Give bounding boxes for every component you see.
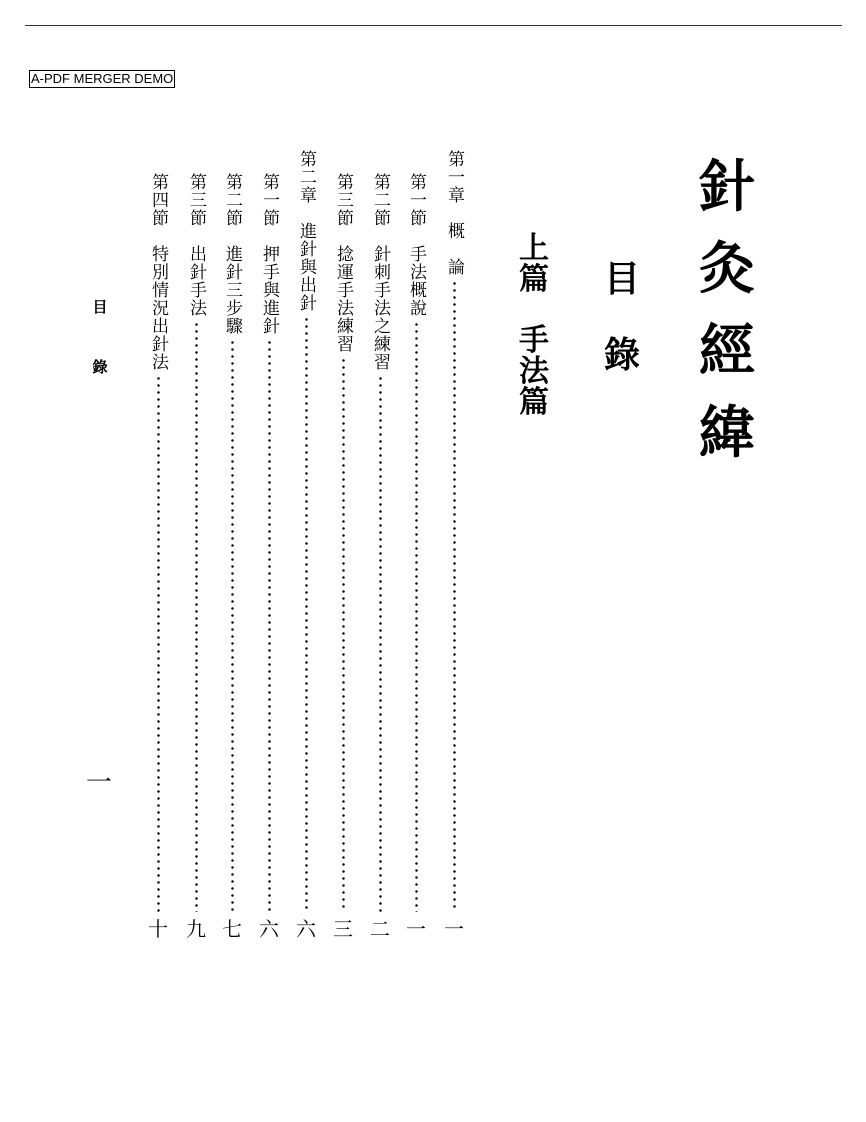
toc-entry-title: 第四節 特別情況出針法 [148, 173, 168, 371]
demo-watermark-label: A-PDF MERGER DEMO [31, 71, 174, 86]
toc-page-number: 一 [444, 917, 464, 941]
toc-entry-section[interactable] [147, 173, 169, 940]
toc-entry-title: 第一節 手法概說 [406, 173, 426, 317]
toc-entry-title: 第二章 進針與出針 [296, 150, 316, 312]
toc-entry-title: 第一章 概 論 [444, 150, 464, 276]
running-head-char: 錄 [92, 358, 108, 376]
toc-page-number: 六 [296, 917, 316, 941]
toc-entry-title: 第三節 捻運手法練習 [333, 173, 353, 353]
part-label-char: 篇 [519, 262, 549, 297]
toc-leader-dots [231, 339, 234, 912]
toc-page-number: 六 [259, 917, 279, 941]
toc-entry-title: 第二節 進針三步驟 [222, 173, 242, 335]
contents-title-char: 錄 [603, 335, 640, 376]
book-title-char: 灸 [699, 237, 755, 302]
toc-page-number: 七 [222, 917, 242, 941]
toc-entry-section[interactable] [405, 173, 427, 940]
toc-page-number: 二 [370, 917, 390, 941]
running-head-char: 目 [92, 298, 108, 316]
part-label-char: 篇 [519, 385, 549, 420]
top-rule [25, 25, 842, 26]
toc-leader-dots [157, 375, 160, 912]
toc-entry-section[interactable] [369, 173, 391, 940]
toc-entry-chapter[interactable] [295, 150, 317, 940]
toc-entry-section[interactable] [332, 173, 354, 940]
toc-entry-title: 第三節 出針手法 [186, 173, 206, 317]
toc-leader-dots [415, 321, 418, 912]
book-title [692, 155, 762, 488]
book-title-char: 針 [699, 155, 755, 220]
toc-page-number: 一 [406, 917, 426, 941]
part-label-char: 手 [519, 323, 549, 358]
contents-title [600, 259, 644, 414]
folio-page-number: 一 [85, 768, 112, 798]
toc-page-number: 三 [333, 917, 353, 941]
toc-leader-dots [195, 321, 198, 912]
toc-leader-dots [453, 280, 456, 912]
toc-leader-dots [305, 316, 308, 912]
toc-leader-dots [342, 357, 345, 912]
toc-entry-chapter[interactable] [443, 150, 465, 940]
part-label-char: 上 [519, 231, 549, 266]
contents-title-char: 目 [603, 259, 640, 300]
part-label-char: 法 [519, 354, 549, 389]
running-head [88, 296, 112, 416]
toc-entry-title: 第二節 針刺手法之練習 [370, 173, 390, 371]
toc-entry-section[interactable] [258, 173, 280, 940]
toc-leader-dots [268, 339, 271, 912]
book-title-char: 經 [699, 319, 755, 384]
toc-entry-section[interactable] [221, 173, 243, 940]
toc-entry-title: 第一節 押手與進針 [259, 173, 279, 335]
toc-page-number: 十 [148, 917, 168, 941]
part-label [514, 231, 554, 420]
book-title-char: 緯 [699, 401, 755, 466]
toc-leader-dots [379, 375, 382, 912]
toc-entry-section[interactable] [185, 173, 207, 940]
toc-page-number: 九 [186, 917, 206, 941]
